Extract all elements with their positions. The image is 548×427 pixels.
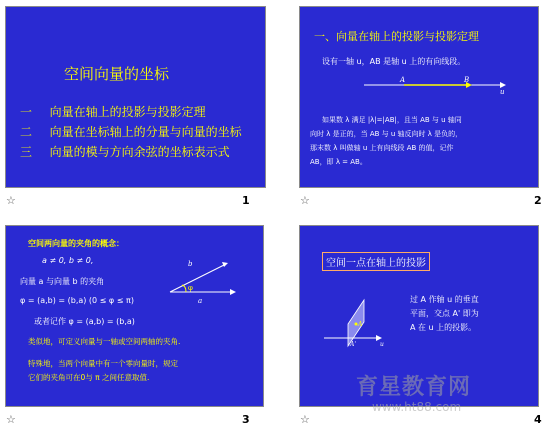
- slide-thumbnail-2[interactable]: [274, 0, 548, 213]
- slide-text-line: 平面，交点 A' 即为: [410, 309, 479, 318]
- transition-star-icon: ☆: [300, 194, 310, 207]
- slide-heading-box: 空间一点在轴上的投影: [322, 252, 430, 271]
- toc-marker: 二: [20, 125, 33, 139]
- slide-heading: 空间两向量的夹角的概念：: [28, 239, 124, 248]
- vector-b-label: b: [188, 260, 193, 268]
- point-a-prime-label: A': [350, 341, 356, 348]
- slide-text-line: 向量 a 与向量 b 的夹角: [20, 277, 105, 286]
- slide-para-line: AB，即 λ = AB。: [310, 158, 367, 166]
- vector-a-label: a: [198, 297, 203, 304]
- toc-item-1: [20, 103, 206, 120]
- transition-star-icon: ☆: [300, 413, 310, 426]
- slide-text-line: 过 A 作轴 u 的垂直: [410, 295, 479, 304]
- point-a-label: A: [400, 76, 406, 84]
- slide-heading: 一、向量在轴上的投影与投影定理: [314, 30, 479, 43]
- angle-figure: [164, 252, 242, 304]
- toc-item-3: [20, 143, 230, 160]
- toc-marker: 三: [20, 145, 33, 159]
- slide-text-line: 或者记作 φ = (a,b) = (b,a): [34, 317, 135, 326]
- slide-title: 空间向量的坐标: [64, 65, 170, 83]
- toc-text: 向量在坐标轴上的分量与向量的坐标: [49, 125, 242, 139]
- projection-figure: [318, 282, 398, 362]
- toc-text: 向量在轴上的投影与投影定理: [49, 105, 206, 119]
- slide-number: 3: [242, 413, 250, 426]
- slide-para-line: 向时 λ 是正的，当 AB 与 u 轴反向时 λ 是负的，: [310, 130, 463, 138]
- point-b-label: B: [464, 76, 470, 84]
- slide-para-line: 如果数 λ 满足 |λ|=|AB|，且当 AB 与 u 轴同: [322, 116, 462, 124]
- slide-para-line: 那末数 λ 叫做轴 u 上有向线段 AB 的值，记作: [310, 144, 454, 152]
- slide-text-line: 特殊地，当两个向量中有一个零向量时，规定: [28, 359, 178, 368]
- point-a-label: A: [358, 321, 363, 328]
- slide-thumbnail-1[interactable]: [0, 0, 274, 213]
- slide-text-line: φ = (a,b) = (b,a) (0 ≤ φ ≤ π): [20, 296, 134, 305]
- axis-figure: [360, 73, 510, 95]
- watermark-logo-text: 育星教育网: [356, 375, 472, 400]
- slide-text-line: a ≠ 0, b ≠ 0,: [42, 256, 94, 265]
- slide-1: [5, 6, 266, 188]
- slide-thumbnail-3[interactable]: [0, 213, 274, 427]
- axis-u-label: u: [500, 88, 505, 95]
- angle-phi-label: φ: [188, 284, 193, 292]
- slide-text-line: 设有一轴 u，AB 是轴 u 上的有向线段。: [322, 57, 466, 66]
- transition-star-icon: ☆: [6, 413, 16, 426]
- axis-u-label: u: [380, 341, 384, 348]
- slide-number: 4: [534, 413, 542, 426]
- slide-number: 2: [534, 194, 542, 207]
- transition-star-icon: ☆: [6, 194, 16, 207]
- slide-text-line: 类似地，可定义向量与一轴或空间两轴的夹角.: [28, 337, 181, 346]
- watermark-url: www.ht88.com: [372, 400, 462, 414]
- slide-3: [5, 225, 264, 407]
- slide-text-line: 它们的夹角可在0与 π 之间任意取值.: [28, 373, 150, 382]
- slide-number: 1: [242, 194, 250, 207]
- slide-text-line: A 在 u 上的投影。: [410, 323, 477, 332]
- slide-2: [299, 6, 539, 188]
- toc-item-2: [20, 123, 242, 140]
- toc-marker: 一: [20, 105, 33, 119]
- toc-text: 向量的模与方向余弦的坐标表示式: [49, 145, 230, 159]
